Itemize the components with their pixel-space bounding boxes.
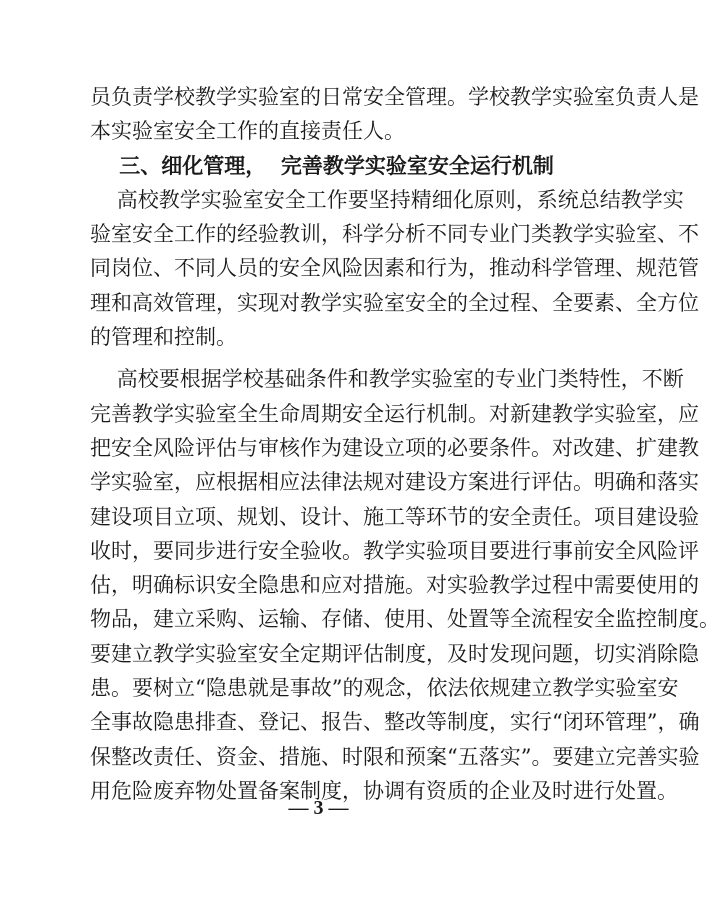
text-line: 估，明确标识安全隐患和应对措施。对实验教学过程中需要使用的 <box>90 573 699 598</box>
paragraph-gap <box>90 354 570 362</box>
text-line: 全事故隐患排查、登记、报告、整改等制度，实行“闭环管理”，确 <box>90 710 700 735</box>
text-line: 患。要树立“隐患就是事故”的观念，依法依规建立教学实验室安 <box>90 676 679 701</box>
text-line: 保整改责任、资金、措施、时限和预案“五落实”。要建立完善实验 <box>90 744 700 769</box>
text-line: 用危险废弃物处置备案制度，协调有资质的企业及时进行处置。 <box>90 778 678 803</box>
text-line: 要建立教学实验室安全定期评估制度，及时发现问题，切实消除隐 <box>90 641 699 666</box>
text-line: 员负责学校教学实验室的日常安全管理。学校教学实验室负责人是 <box>90 85 699 109</box>
text-line: 完善教学实验室全生命周期安全运行机制。对新建教学实验室，应 <box>90 401 699 426</box>
paragraph-3 <box>90 362 720 808</box>
paragraph-2 <box>90 183 699 354</box>
text-line: 高校教学实验室安全工作要坚持精细化原则，系统总结教学实 <box>90 187 684 212</box>
text-line: 同岗位、不同人员的安全风险因素和行为，推动科学管理、规范管 <box>90 256 699 281</box>
text-line: 的管理和控制。 <box>90 325 237 350</box>
text-line: 验室安全工作的经验教训，科学分析不同专业门类教学实验室、不 <box>90 222 699 247</box>
text-line: 建设项目立项、规划、设计、施工等环节的安全责任。项目建设验 <box>90 504 699 529</box>
paragraph-1 <box>90 80 699 149</box>
text-line: 本实验室安全工作的直接责任人。 <box>90 119 405 144</box>
text-line: 物品，建立采购、运输、存储、使用、处置等全流程安全监控制度。 <box>90 607 720 632</box>
text-line: 高校要根据学校基础条件和教学实验室的专业门类特性，不断 <box>90 367 684 392</box>
text-line: 理和高效管理，实现对教学实验室安全的全过程、全要素、全方位 <box>90 290 699 315</box>
text-line: 学实验室，应根据相应法律法规对建设方案进行评估。明确和落实 <box>90 470 699 495</box>
text-line: 把安全风险评估与审核作为建设立项的必要条件。对改建、扩建教 <box>90 435 699 460</box>
page-number: — 3 — <box>288 797 349 819</box>
section-heading: 三、细化管理， 完善教学实验室安全运行机制 <box>90 153 554 178</box>
text-line: 收时，要同步进行安全验收。教学实验项目要进行事前安全风险评 <box>90 538 699 563</box>
document-body <box>90 80 720 808</box>
